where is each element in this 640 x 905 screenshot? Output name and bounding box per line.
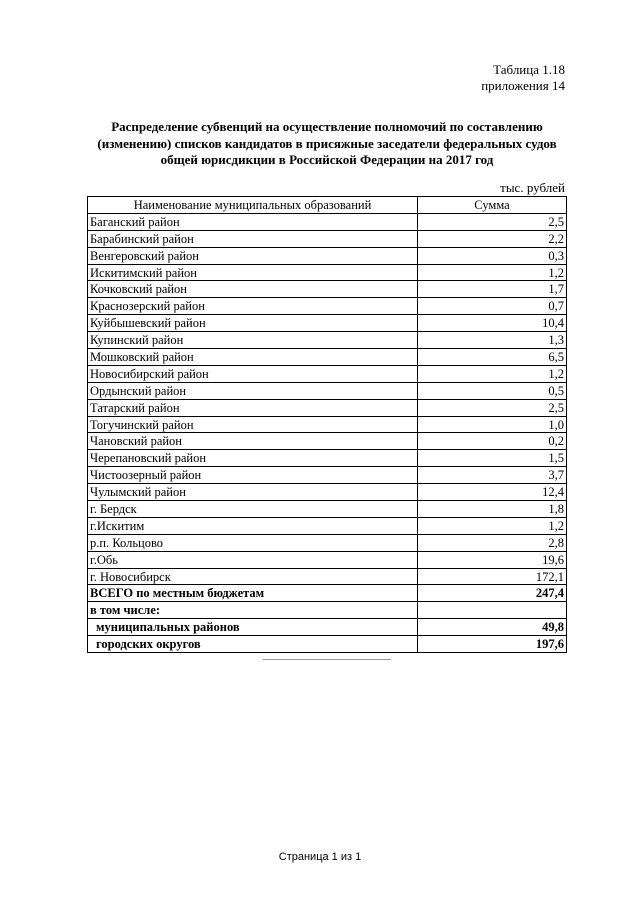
row-name-cell: Краснозерский район [88, 298, 418, 315]
table-row [88, 365, 567, 382]
row-sum-cell: 1,3 [418, 332, 567, 349]
table-row [88, 551, 567, 568]
row-sum-cell: 0,3 [418, 247, 567, 264]
table-row [88, 534, 567, 551]
units-label: тыс. рублей [500, 180, 565, 195]
row-name-cell: Барабинский район [88, 230, 418, 247]
row-sum-cell: 6,5 [418, 349, 567, 366]
row-name-cell: ВСЕГО по местным бюджетам [88, 585, 418, 602]
row-sum-cell: 2,5 [418, 213, 567, 230]
table-row [88, 450, 567, 467]
row-name-cell: Чановский район [88, 433, 418, 450]
table-row [88, 433, 567, 450]
table-row [88, 501, 567, 518]
table-row [88, 281, 567, 298]
row-sum-cell: 1,7 [418, 281, 567, 298]
table-row [88, 517, 567, 534]
row-sum-cell: 1,2 [418, 517, 567, 534]
table-number: Таблица 1.18 [493, 62, 565, 77]
row-sum-cell: 2,5 [418, 399, 567, 416]
row-sum-cell: 2,8 [418, 534, 567, 551]
row-name-cell: р.п. Кольцово [88, 534, 418, 551]
row-sum-cell: 49,8 [418, 619, 567, 636]
row-sum-cell: 0,2 [418, 433, 567, 450]
row-name-cell: Кочковский район [88, 281, 418, 298]
table-row [88, 416, 567, 433]
row-name-cell: г.Обь [88, 551, 418, 568]
table-row [88, 332, 567, 349]
table-body [88, 213, 567, 652]
row-name-cell: Искитимский район [88, 264, 418, 281]
table-row [88, 264, 567, 281]
row-sum-cell: 2,2 [418, 230, 567, 247]
row-sum-cell: 0,5 [418, 382, 567, 399]
row-name-cell: Купинский район [88, 332, 418, 349]
row-name-cell: муниципальных районов [88, 619, 418, 636]
document-title: Распределение субвенций на осуществление полномочий по составлению (изменению) списков кандидатов в присяжные заседатели федеральных судов общей юрисдикции в Российской Федерации на 2017 год [97, 119, 557, 167]
row-name-cell: Черепановский район [88, 450, 418, 467]
table-row [88, 315, 567, 332]
page-footer: Страница 1 из 1 [278, 851, 362, 863]
table-row [88, 467, 567, 484]
table-row [88, 298, 567, 315]
table-row [88, 349, 567, 366]
appendix-number: приложения 14 [481, 78, 565, 93]
row-name-cell: в том числе: [88, 602, 418, 619]
row-name-cell: Баганский район [88, 213, 418, 230]
row-sum-cell [418, 602, 567, 619]
row-name-cell: Ордынский район [88, 382, 418, 399]
table-reference [481, 62, 565, 94]
row-sum-cell: 1,2 [418, 264, 567, 281]
row-name-cell: городских округов [88, 636, 418, 653]
row-name-cell: Чулымский район [88, 484, 418, 501]
row-name-cell: Куйбышевский район [88, 315, 418, 332]
row-sum-cell: 12,4 [418, 484, 567, 501]
total-row [88, 585, 567, 602]
subtotal-row [88, 619, 567, 636]
column-header-sum: Сумма [418, 197, 567, 214]
separator-line [263, 659, 391, 660]
row-name-cell: Татарский район [88, 399, 418, 416]
row-name-cell: Тогучинский район [88, 416, 418, 433]
row-sum-cell: 3,7 [418, 467, 567, 484]
table-row [88, 399, 567, 416]
row-name-cell: г. Бердск [88, 501, 418, 518]
row-sum-cell: 10,4 [418, 315, 567, 332]
row-sum-cell: 19,6 [418, 551, 567, 568]
row-name-cell: г. Новосибирск [88, 568, 418, 585]
table-row [88, 247, 567, 264]
column-header-name: Наименование муниципальных образований [88, 197, 418, 214]
row-name-cell: Чистоозерный район [88, 467, 418, 484]
subvention-table [87, 196, 567, 653]
row-sum-cell: 1,0 [418, 416, 567, 433]
table-row [88, 213, 567, 230]
row-sum-cell: 1,2 [418, 365, 567, 382]
row-sum-cell: 1,5 [418, 450, 567, 467]
including-row [88, 602, 567, 619]
row-name-cell: Новосибирский район [88, 365, 418, 382]
row-name-cell: Мошковский район [88, 349, 418, 366]
subtotal-row [88, 636, 567, 653]
table-row [88, 568, 567, 585]
row-sum-cell: 197,6 [418, 636, 567, 653]
row-name-cell: г.Искитим [88, 517, 418, 534]
row-name-cell: Венгеровский район [88, 247, 418, 264]
table-row [88, 484, 567, 501]
row-sum-cell: 247,4 [418, 585, 567, 602]
table-header-row [88, 197, 567, 214]
table-row [88, 382, 567, 399]
row-sum-cell: 1,8 [418, 501, 567, 518]
row-sum-cell: 0,7 [418, 298, 567, 315]
table-row [88, 230, 567, 247]
row-sum-cell: 172,1 [418, 568, 567, 585]
